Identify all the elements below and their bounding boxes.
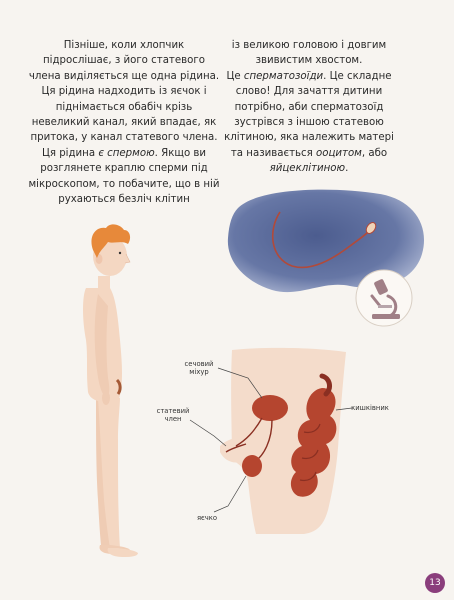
microscope-icon [356, 270, 412, 326]
bladder-shape [252, 395, 288, 421]
emphasis-term-ovum: яйцеклітиною [269, 163, 346, 175]
text-run: . Якщо ви розглянете краплю сперми під мікроскопом, то побачите, що в ній рухаються безліч клітин [28, 147, 220, 206]
emphasis-term-sperm: є спермою [98, 147, 155, 159]
text-run: . Це складне слово! Для зачаття дитини потрібно, аби сперматозоїд зустрівся з іншою статевою клітиною, яка належить матері та називається [224, 70, 394, 159]
boy-figure [83, 224, 138, 557]
label-penis: статевий член [156, 407, 190, 423]
text-run: із великою головою і довгим звивистим хвостом. [231, 40, 387, 67]
emphasis-term-oocyte: ооцитом [315, 147, 362, 159]
emphasis-term-spermatozoa: сперматозоїди [243, 70, 324, 82]
testicle-shape [242, 455, 262, 477]
text-run: Це [226, 70, 244, 82]
label-bladder: сечовий міхур [184, 360, 214, 376]
label-testicle: яєчко [196, 514, 218, 522]
text-run: . [345, 163, 349, 175]
text-run: Пізніше, коли хлопчик підрослішає, з його статевого члена виділяється ще одна рідина. Ця рідина надходить із яєчок і піднімається обабіч крізь невеликий канал, який впадає, як притока, у канал статевого члена. Ця рідина [28, 40, 220, 159]
text-run: , або [361, 147, 388, 159]
page-number-badge: 13 [425, 573, 445, 593]
label-intestine: кишківник [351, 404, 389, 412]
